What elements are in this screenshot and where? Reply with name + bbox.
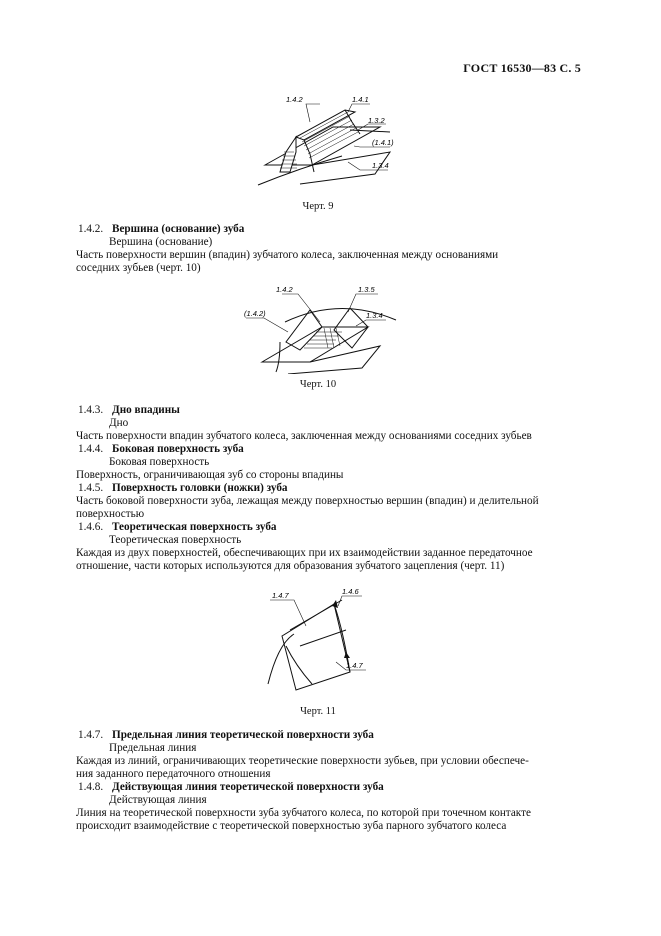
section-1-4-8-def-line1: Линия на теоретической поверхности зуба зубчатого колеса, по которой при точечном контакте <box>76 807 531 819</box>
fig10-label-2: 1.3.5 <box>358 285 375 294</box>
fig11-label-3: 1.4.7 <box>346 661 363 670</box>
section-1-4-6-heading: 1.4.6. Теоретическая поверхность зуба <box>78 521 277 533</box>
fig11-label-1: 1.4.7 <box>272 591 289 600</box>
section-1-4-4-synonym: Боковая поверхность <box>109 456 210 468</box>
fig10-label-3: (1.4.2) <box>244 309 266 318</box>
section-1-4-2-def-line2: соседних зубьев (черт. 10) <box>76 262 201 274</box>
figure-10-drawing <box>240 282 420 374</box>
fig9-label-1: 1.4.2 <box>286 95 303 104</box>
fig11-label-2: 1.4.6 <box>342 587 359 596</box>
section-1-4-2-def-line1: Часть поверхности вершин (впадин) зубчатого колеса, заключенная между основаниями <box>76 249 499 261</box>
section-1-4-2-heading: 1.4.2. Вершина (основание) зуба <box>78 223 245 235</box>
fig10-label-4: 1.3.4 <box>366 311 383 320</box>
fig10-label-1: 1.4.2 <box>276 285 293 294</box>
section-1-4-5-def-line1: Часть боковой поверхности зуба, лежащая между поверхностью вершин (впадин) и делительной <box>76 495 539 507</box>
section-1-4-3-heading: 1.4.3. Дно впадины <box>78 404 180 416</box>
fig9-label-2: 1.4.1 <box>352 95 369 104</box>
figure-9-caption: Черт. 9 <box>302 201 334 212</box>
figure-11-caption: Черт. 11 <box>300 706 336 717</box>
section-1-4-6-def-line1: Каждая из двух поверхностей, обеспечивающих при их взаимодействии заданное передаточное <box>76 547 533 559</box>
section-1-4-4-heading: 1.4.4. Боковая поверхность зуба <box>78 443 244 455</box>
section-1-4-7-def-line1: Каждая из линий, ограничивающих теоретические поверхности зубьев, при условии обеспече- <box>76 755 529 767</box>
section-1-4-5-def-line2: поверхностью <box>76 508 145 520</box>
figure-9-drawing <box>240 92 420 192</box>
section-1-4-8-synonym: Действующая линия <box>109 794 207 806</box>
figure-10-caption: Черт. 10 <box>299 379 337 390</box>
section-1-4-3-synonym: Дно <box>109 417 129 429</box>
section-1-4-5-heading: 1.4.5. Поверхность головки (ножки) зуба <box>78 482 288 494</box>
section-1-4-6-def-line2: отношение, части которых используются для образования зубчатого зацепления (черт. 11) <box>76 560 505 572</box>
section-1-4-2-synonym: Вершина (основание) <box>109 236 213 248</box>
section-1-4-6-synonym: Теоретическая поверхность <box>109 534 242 546</box>
section-1-4-7-synonym: Предельная линия <box>109 742 197 754</box>
section-1-4-7-def-line2: ния заданного передаточного отношения <box>76 768 271 780</box>
page-header: ГОСТ 16530—83 С. 5 <box>463 61 581 75</box>
section-1-4-7-heading: 1.4.7. Предельная линия теоретической поверхности зуба <box>78 729 374 741</box>
section-1-4-8-def-line2: происходит взаимодействие с теоретической поверхностью зуба парного зубчатого колеса <box>76 820 507 832</box>
section-1-4-8-heading: 1.4.8. Действующая линия теоретической поверхности зуба <box>78 781 384 793</box>
fig9-label-4: (1.4.1) <box>372 138 394 147</box>
fig9-label-5: 1.3.4 <box>372 161 389 170</box>
section-1-4-4-def: Поверхность, ограничивающая зуб со стороны впадины <box>76 469 344 481</box>
section-1-4-3-def: Часть поверхности впадин зубчатого колеса, заключенная между основаниями соседних зубьев <box>76 430 532 442</box>
fig9-label-3: 1.3.2 <box>368 116 385 125</box>
figure-11-drawing <box>260 586 380 696</box>
